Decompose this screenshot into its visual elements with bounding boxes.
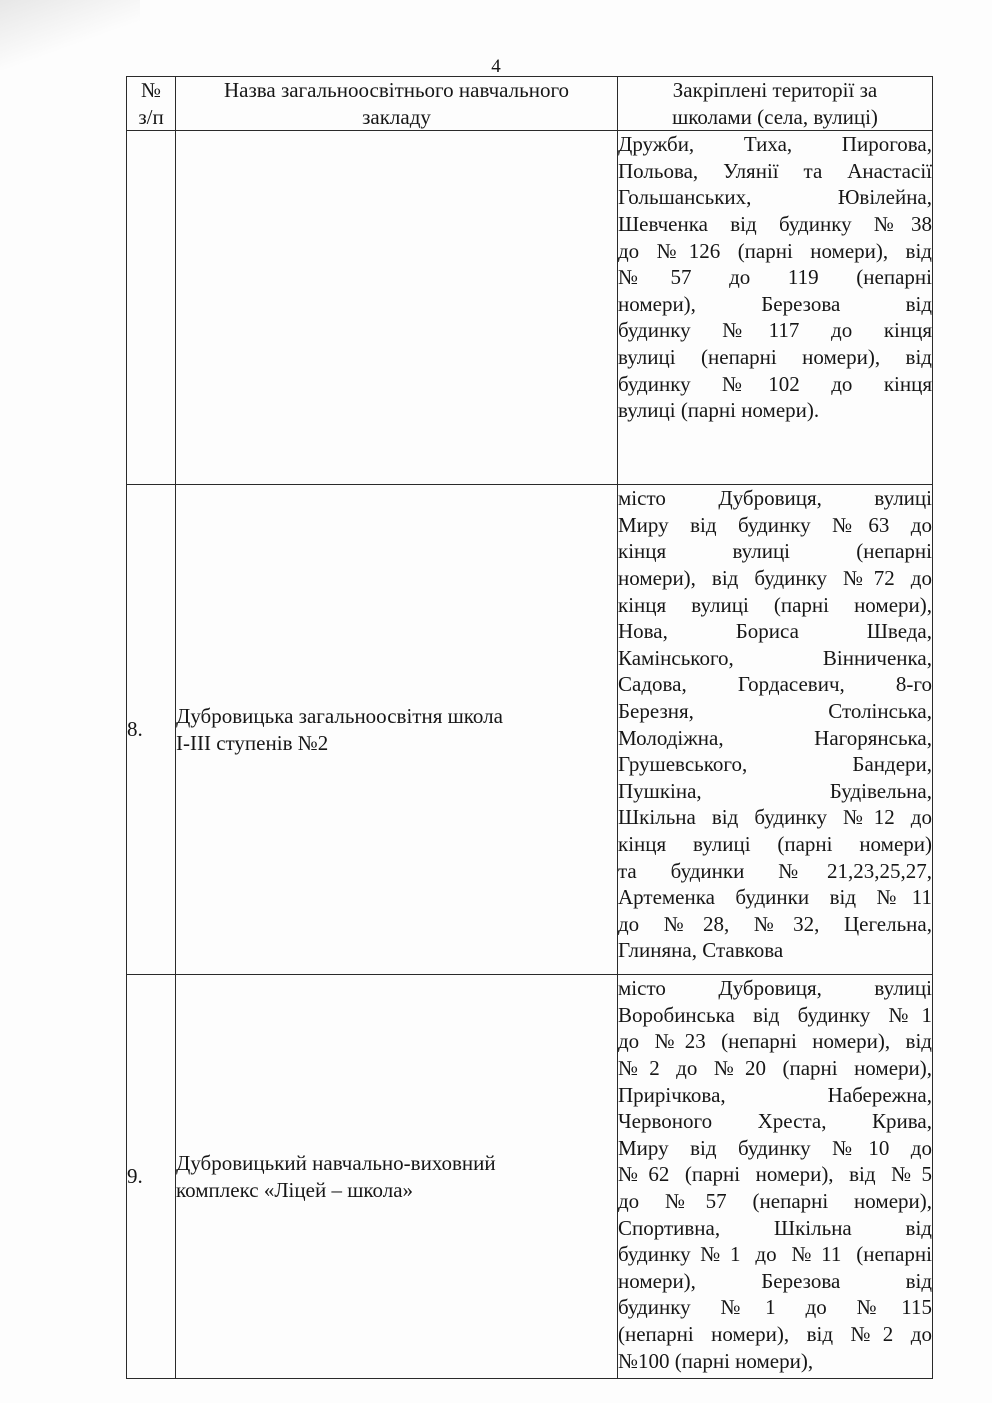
territory-line: місто Дубровиця, вулиці [618, 486, 932, 511]
row-number [127, 131, 176, 485]
territory-line: до №126 (парні номери), від [618, 238, 932, 263]
territories-cell [618, 131, 933, 485]
school-territories-table [126, 76, 933, 1379]
territory-line: №2 до №20 (парні номери), [618, 1055, 932, 1080]
territory-line: будинку №117 до кінця [618, 318, 932, 343]
territory-line: Артеменка будинки від №11 [618, 885, 932, 910]
territory-line: до №57 (непарні номери), [618, 1188, 932, 1213]
territory-line: місто Дубровиця, вулиці [618, 976, 932, 1001]
territory-line: Камінського, Вінниченка, [618, 645, 932, 670]
row-number: 8. [127, 485, 176, 975]
territory-line: №57 до 119 (непарні [618, 265, 932, 290]
territory-line: Червоного Хреста, Крива, [618, 1109, 932, 1134]
territory-line: Пушкіна, Будівельна, [618, 778, 932, 803]
territory-line: номери), від будинку №72 до [618, 565, 932, 590]
territory-line: номери), Березова від [618, 291, 932, 316]
territory-line: Шевченка від будинку №38 [618, 211, 932, 236]
territory-line: будинку№1 до №11 (непарні [618, 1242, 932, 1267]
territory-line: будинку №102 до кінця [618, 371, 932, 396]
territory-line: Молодіжна, Нагорянська, [618, 725, 932, 750]
territories-cell [618, 975, 933, 1379]
table-row [127, 975, 933, 1379]
table-row [127, 485, 933, 975]
territories-cell [618, 485, 933, 975]
header-number: № з/п [127, 77, 176, 131]
territory-line: Прирічкова, Набережна, [618, 1082, 932, 1107]
territory-line: Воробинська від будинку №1 [618, 1002, 932, 1027]
territory-line: Шкільна від будинку №12 до [618, 805, 932, 830]
territory-line: Грушевського, Бандери, [618, 752, 932, 777]
territory-line: та будинки №21,23,25,27, [618, 858, 932, 883]
header-territories: Закріплені території за школами (села, вулиці) [618, 77, 933, 131]
territory-line: вулиці (парні номери). [618, 398, 820, 423]
territory-line: Польова, Улянії та Анастасії [618, 158, 932, 183]
territory-line: кінця вулиці (парні номери), [618, 592, 932, 617]
territory-line: номери), Березова від [618, 1268, 932, 1293]
territory-line: до №28, №32, Цегельна, [618, 911, 932, 936]
territory-line: №62 (парні номери), від №5 [618, 1162, 932, 1187]
territory-line: Садова, Гордасевич, 8-го [618, 672, 932, 697]
page-number: 4 [491, 56, 501, 77]
territory-line: кінця вулиці (парні номери) [618, 831, 932, 856]
row-number: 9. [127, 975, 176, 1379]
territory-line: №100 (парні номери), [618, 1348, 814, 1373]
territory-line: Гольшанських, Ювілейна, [618, 185, 932, 210]
territory-line: вулиці (непарні номери), від [618, 344, 932, 369]
territory-line: Миру від будинку №63 до [618, 512, 932, 537]
territory-line: Нова, Бориса Шведа, [618, 619, 932, 644]
territory-line: Глиняна, Ставкова [618, 938, 784, 963]
school-name: Дубровицька загальноосвітня школа І-ІІІ ступенів №2 [176, 485, 618, 975]
header-school-name: Назва загальноосвітнього навчального закладу [176, 77, 618, 131]
territory-line: (непарні номери), від №2 до [618, 1321, 932, 1346]
territory-line: кінця вулиці (непарні [618, 539, 932, 564]
table-body [127, 131, 933, 1379]
table-row [127, 131, 933, 485]
school-name: Дубровицький навчально-виховний комплекс «Ліцей – школа» [176, 975, 618, 1379]
territory-line: Миру від будинку №10 до [618, 1135, 932, 1160]
territory-line: будинку №1 до №115 [618, 1295, 932, 1320]
territory-line: Березня, Столінська, [618, 698, 932, 723]
school-name [176, 131, 618, 485]
territory-line: до №23 (непарні номери), від [618, 1029, 932, 1054]
territory-line: Спортивна, Шкільна від [618, 1215, 932, 1240]
territory-line: Дружби, Тиха, Пирогова, [618, 132, 932, 157]
table-header-row [127, 77, 933, 131]
